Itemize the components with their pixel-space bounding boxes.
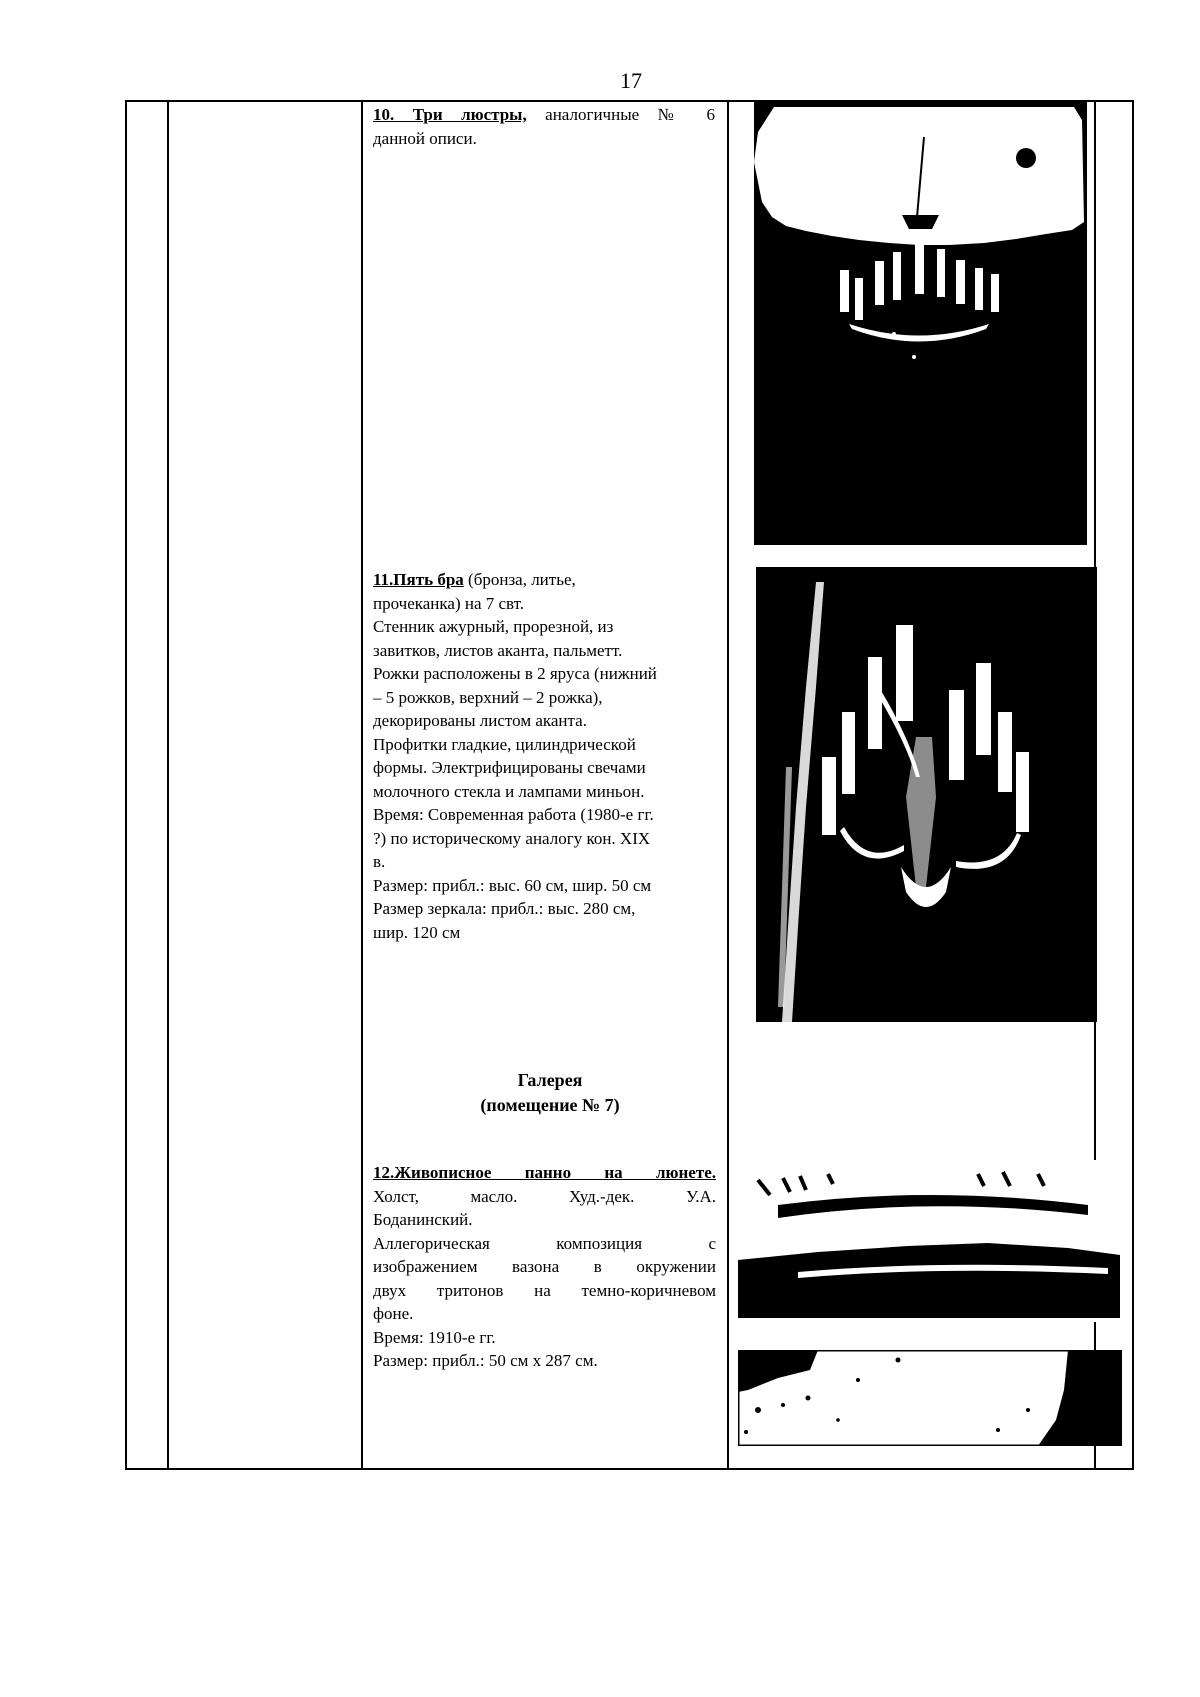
item-12-title: 12.Живописное панно на люнете. xyxy=(373,1163,716,1182)
item-11-line: декорированы листом аканта. xyxy=(373,711,587,730)
item-12-line: Холст, масло. Худ.-дек. У.А. xyxy=(373,1186,716,1206)
item-12-line: фоне. xyxy=(373,1304,414,1323)
item-11-line: Размер: прибл.: выс. 60 см, шир. 50 см xyxy=(373,875,652,895)
item-12-line: изображением вазона в окружении xyxy=(373,1257,716,1276)
item-11-line: в. xyxy=(373,852,386,871)
column-divider xyxy=(167,102,169,1468)
page-number: 17 xyxy=(620,68,642,93)
item-12-description xyxy=(373,1161,716,1373)
item-11-description xyxy=(373,568,718,944)
item-11-line: – 5 рожков, верхний – 2 рожка), xyxy=(373,687,603,707)
item-11-line: завитков, листов аканта, пальметт. xyxy=(373,640,623,660)
chandelier-photo xyxy=(754,102,1087,545)
item-12-line: Боданинский. xyxy=(373,1210,473,1229)
section-heading xyxy=(380,1068,720,1118)
item-12-line: Размер: прибл.: 50 см х 287 см. xyxy=(373,1351,598,1370)
lunette-photo-bottom xyxy=(738,1350,1122,1446)
section-title: Галерея xyxy=(517,1070,583,1090)
item-11-line: молочного стекла и лампами миньон. xyxy=(373,781,645,801)
column-divider xyxy=(361,102,363,1468)
section-subtitle: (помещение № 7) xyxy=(480,1095,620,1115)
item-10-title: 10. Три люстры, xyxy=(373,105,527,124)
item-12-line: Время: 1910-е гг. xyxy=(373,1327,496,1347)
item-11-line: шир. 120 см xyxy=(373,922,461,942)
column-divider xyxy=(727,102,729,1468)
item-11-line: Время: Современная работа (1980-е гг. xyxy=(373,805,654,824)
item-11-first-line: (бронза, литье, xyxy=(463,570,576,589)
item-11-line: Стенник ажурный, прорезной, из xyxy=(373,617,614,636)
item-10-description xyxy=(373,103,715,150)
item-11-line: Профитки гладкие, цилиндрической xyxy=(373,734,636,754)
item-12-line: Аллегорическая композиция с xyxy=(373,1233,716,1253)
item-11-title: 11.Пять бра xyxy=(373,570,464,589)
item-10-line: данной описи. xyxy=(373,128,477,148)
item-11-line: прочеканка) на 7 свт. xyxy=(373,593,525,613)
item-12-line: двух тритонов на темно-коричневом xyxy=(373,1280,716,1300)
lunette-photo-top xyxy=(738,1160,1120,1322)
item-11-line: Рожки расположены в 2 яруса (нижний xyxy=(373,664,657,683)
item-11-line: Размер зеркала: прибл.: выс. 280 см, xyxy=(373,899,636,918)
item-11-line: формы. Электрифицированы свечами xyxy=(373,758,646,777)
item-11-line: ?) по историческому аналогу кон. XIX xyxy=(373,828,651,848)
sconce-photo xyxy=(756,567,1097,1022)
item-10-first-line: аналогичные № 6 xyxy=(526,105,715,124)
